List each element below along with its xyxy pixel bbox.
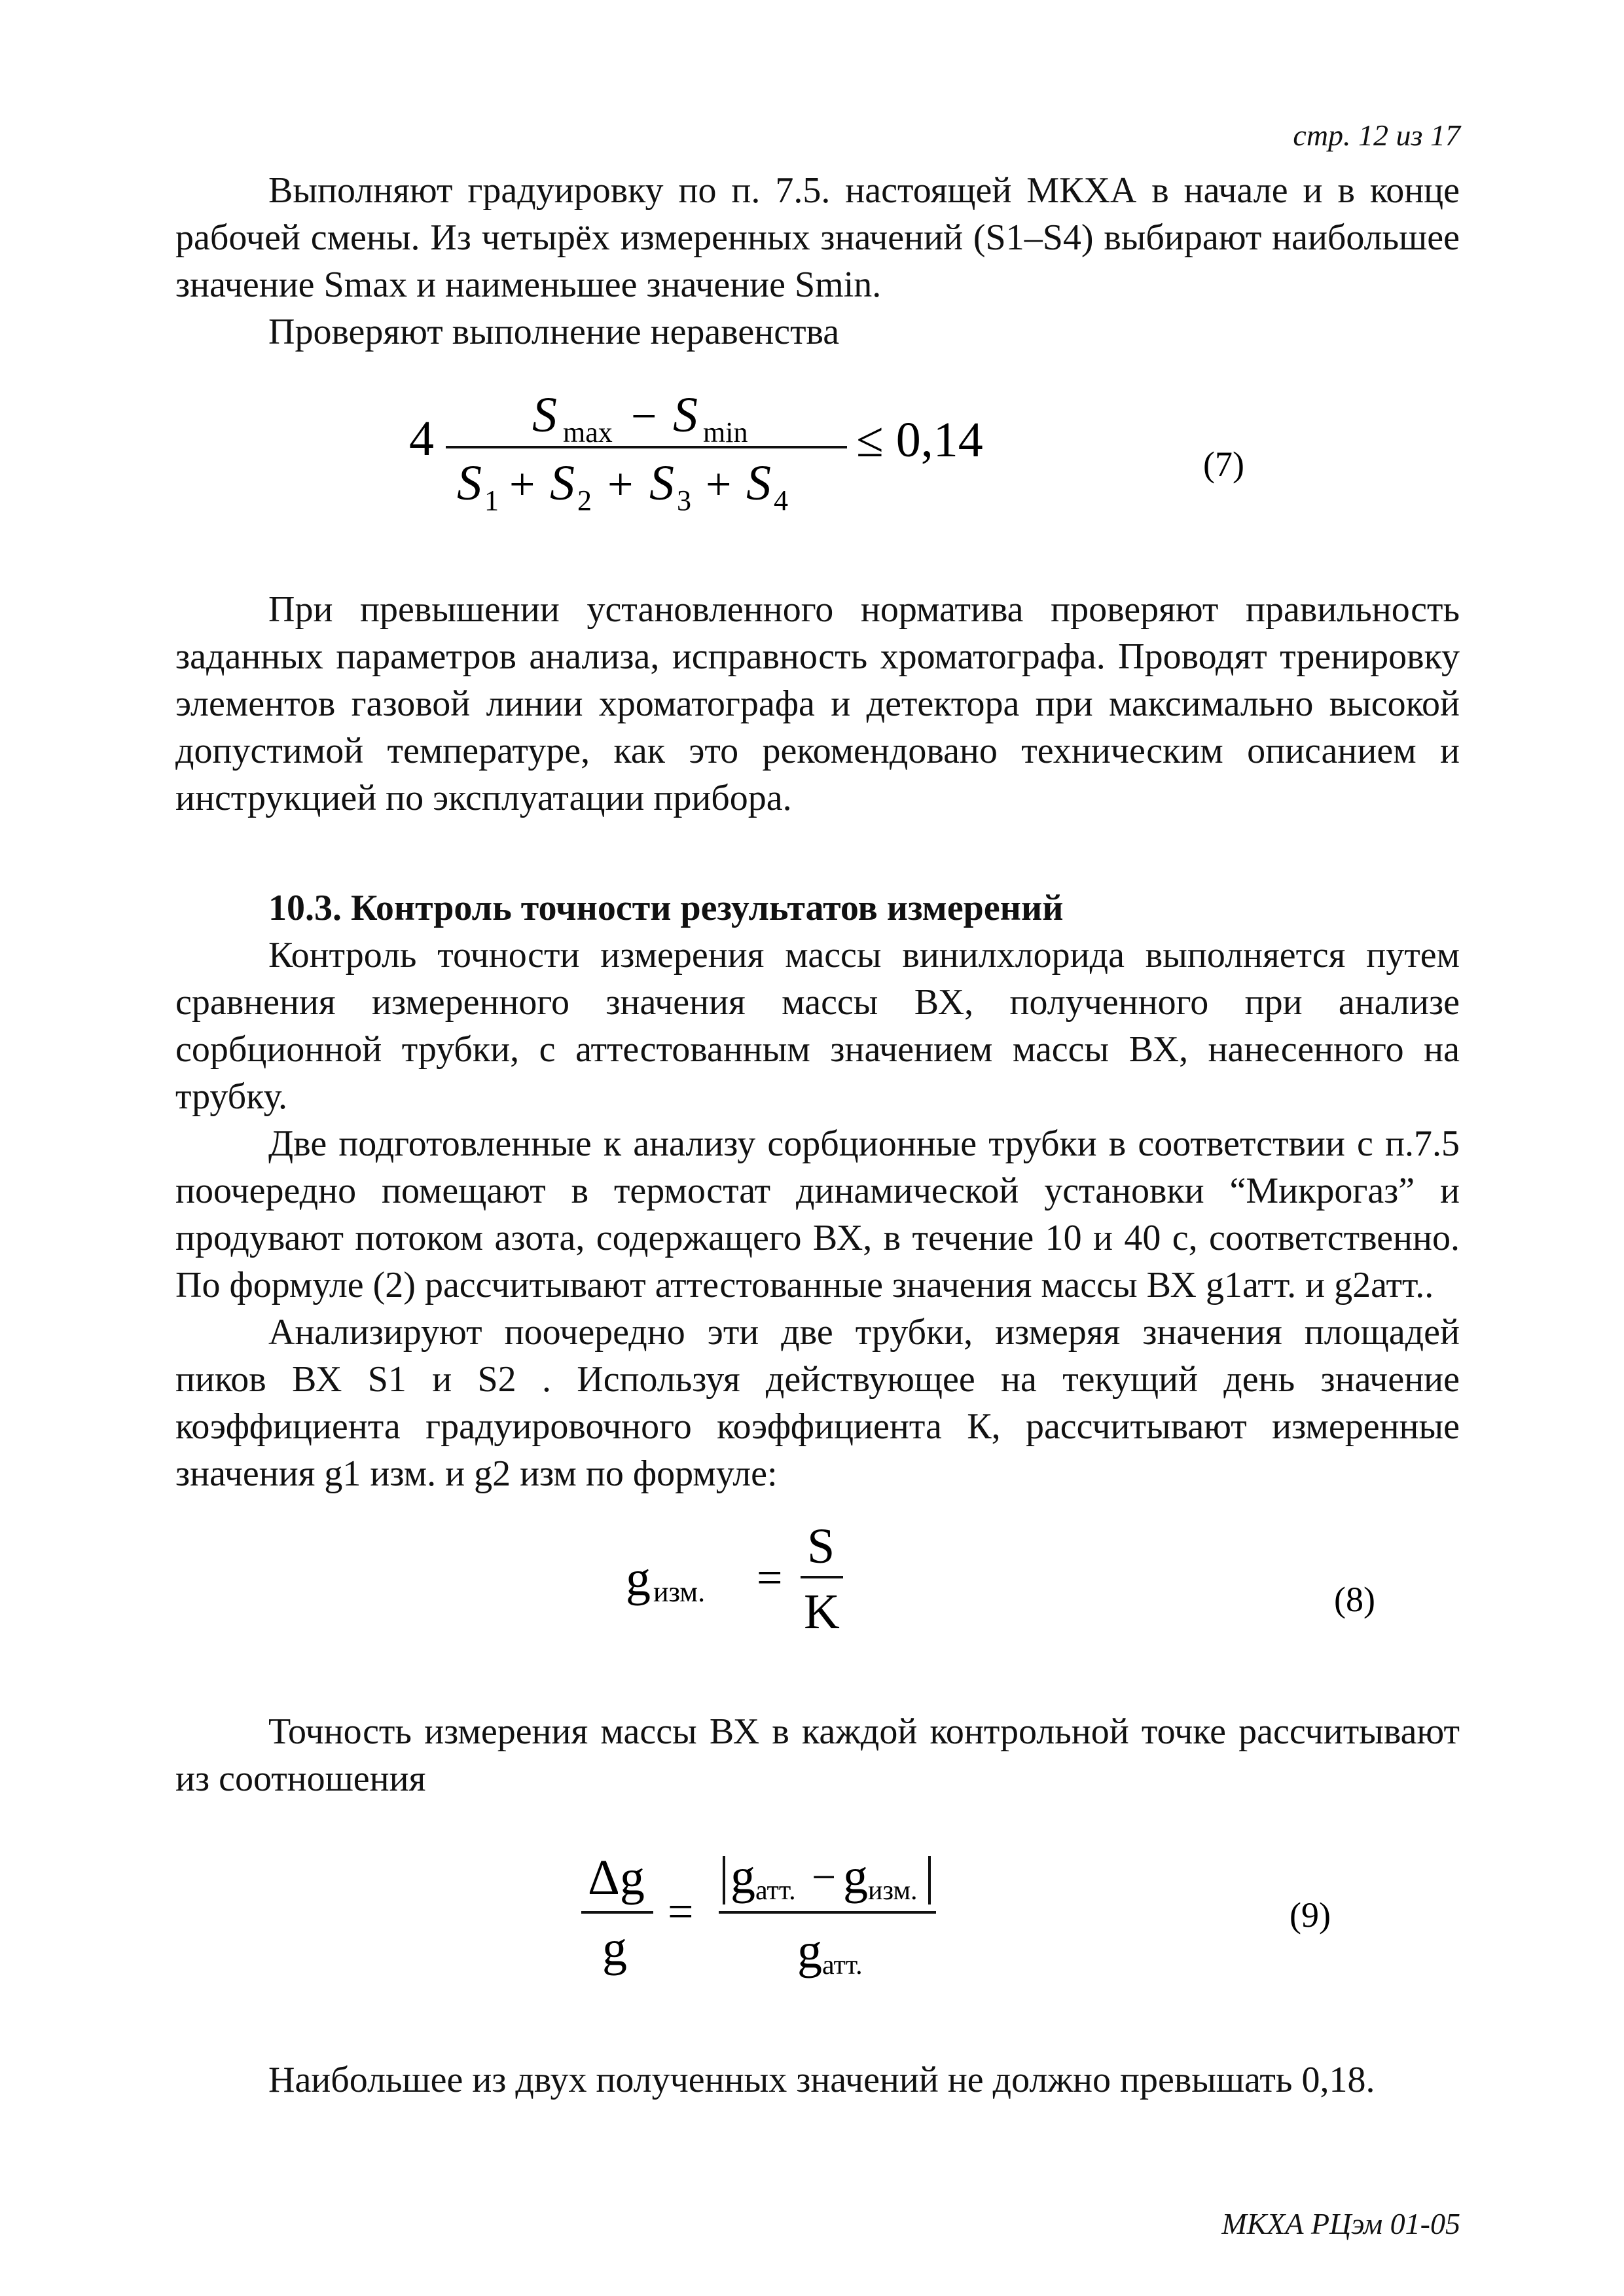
formula-8 xyxy=(175,1513,1460,1644)
f7-num-a: S xyxy=(532,388,557,443)
f9-lhs-den: g xyxy=(602,1921,627,1976)
f7-den-s2: S xyxy=(550,456,575,511)
f8-number: (8) xyxy=(1334,1580,1375,1619)
f7-den-s3: S xyxy=(649,456,674,511)
f9-den: g xyxy=(797,1923,822,1978)
paragraph-analyze-tubes: Анализируют поочередно эти две трубки, измеряя значения площадей пиков ВХ S1 и S2 . Используя действующее на текущий день значение коэффициента градуировочного коэффициента К, рассчитывают измеренные значения g1 изм. и g2 изм по формуле: xyxy=(175,1312,1460,1494)
f9-num-b: g xyxy=(843,1849,868,1904)
f7-den-s1-sub: 1 xyxy=(484,484,499,517)
f8-lhs: g xyxy=(626,1551,651,1606)
paragraph-check-inequality: Проверяют выполнение неравенства xyxy=(268,312,840,352)
f7-minus: − xyxy=(631,392,657,442)
f7-den-plus1: + xyxy=(509,460,535,510)
f9-number: (9) xyxy=(1290,1895,1331,1935)
paragraph-accuracy-control: Контроль точности измерения массы винилхлорида выполняется путем сравнения измеренного значения массы ВХ, полученного при анализе сорбционной трубки, с аттестованным значением массы ВХ, нанесенного на трубку. xyxy=(175,935,1460,1117)
f9-eq: = xyxy=(668,1887,694,1937)
paragraph-two-tubes: Две подготовленные к анализу сорбционные трубки в соответствии с п.7.5 поочередно помещают в термостат динамической установки “Микрогаз” и продувают потоком азота, содержащего ВХ, в течение 10 и 40 с, соответственно. По формуле (2) рассчитывают аттестованные значения массы ВХ g1атт. и g2атт.. xyxy=(175,1123,1460,1305)
formula-9 xyxy=(175,1829,1460,1992)
f7-den-s2-sub: 2 xyxy=(577,484,592,517)
f7-rhs: ≤ 0,14 xyxy=(856,412,983,467)
f7-num-b-sub: min xyxy=(703,416,748,448)
paragraph-exceed-norm: При превышении установленного норматива проверяют правильность заданных параметров анализа, исправность хроматографа. Проводят тренировку элементов газовой линии хроматографа и детектора при максимально высокой допустимой температуре, как это рекомендовано техническим описанием и инструкцией по эксплуатации прибора. xyxy=(175,589,1460,818)
f7-coef: 4 xyxy=(409,411,434,466)
f9-minus: − xyxy=(812,1853,837,1901)
f8-den: K xyxy=(804,1584,840,1639)
document-body xyxy=(175,167,1460,2104)
f8-eq: = xyxy=(757,1553,783,1603)
document-code: МКХА РЦэм 01-05 xyxy=(1221,2207,1460,2240)
f7-den-plus3: + xyxy=(706,460,732,510)
page-indicator: стр. 12 из 17 xyxy=(1293,118,1460,152)
f9-lhs-num: Δg xyxy=(588,1850,645,1905)
section-heading: 10.3. Контроль точности результатов измерений xyxy=(268,888,1064,928)
f7-den-plus2: + xyxy=(607,460,634,510)
f7-num-a-sub: max xyxy=(563,416,613,448)
f7-number: (7) xyxy=(1203,445,1244,484)
f9-den-sub: атт. xyxy=(822,1950,863,1980)
f8-num: S xyxy=(807,1519,835,1574)
f7-num-b: S xyxy=(673,388,698,443)
f7-den-s4: S xyxy=(746,456,771,511)
formula-7 xyxy=(175,371,1460,522)
f9-num-b-sub: изм. xyxy=(868,1876,918,1906)
paragraph-calibration: Выполняют градуировку по п. 7.5. настоящей МКХА в начале и в конце рабочей смены. Из четырёх измеренных значений (S1–S4) выбирают наибольшее значение Smax и наименьшее значение Smin. xyxy=(175,170,1460,305)
f8-lhs-sub: изм. xyxy=(653,1576,706,1608)
f7-den-s3-sub: 3 xyxy=(677,484,691,517)
f7-den-s1: S xyxy=(457,456,482,511)
f9-num-a: g xyxy=(731,1849,755,1904)
f9-num-a-sub: атт. xyxy=(755,1876,796,1906)
paragraph-max-value: Наибольшее из двух полученных значений не должно превышать 0,18. xyxy=(268,2060,1375,2100)
paragraph-accuracy-ratio: Точность измерения массы ВХ в каждой контрольной точке рассчитывают из соотношения xyxy=(175,1711,1460,1799)
f7-den-s4-sub: 4 xyxy=(774,484,788,517)
